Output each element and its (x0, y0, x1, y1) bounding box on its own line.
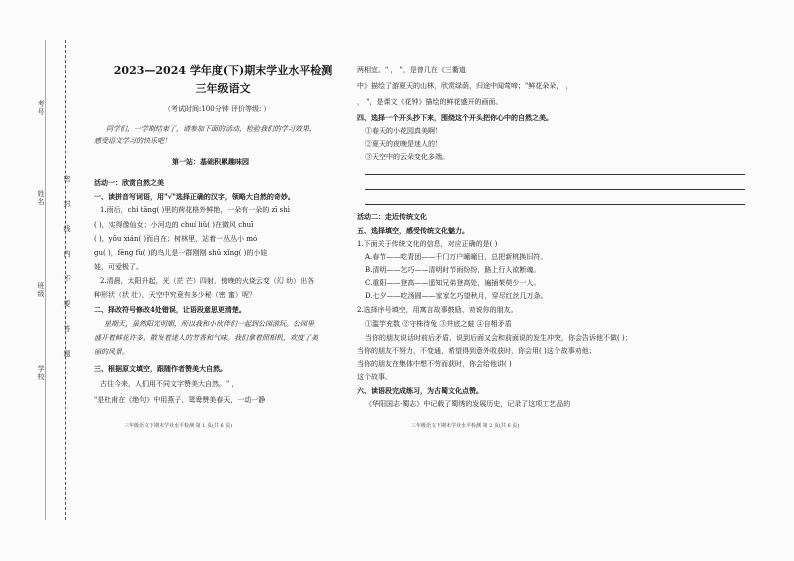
exam-title: 2023—2024 学年度(下)期末学业水平检测 (113, 64, 333, 77)
station-title: 第一站：基础积累趣味园 (172, 157, 249, 166)
q1-line: gu( )，fēng fù( )的鸟儿是一群刚刚 shū xǐng( )的小娃 (94, 249, 268, 257)
exam-meta: （考试时间:100分钟 评价等级: ） (164, 105, 271, 113)
exam-number-label: 考号 (37, 100, 45, 116)
seal-char: 题 (63, 350, 71, 358)
q5-2-text: 这个故事。 (357, 373, 392, 381)
q5-1: 1.下面关于传统文化的信息，对应正确的是( ) (357, 240, 498, 248)
activity-heading: 活动二：走近传统文化 (357, 212, 427, 221)
answer-line (365, 204, 745, 205)
activity-heading: 活动一：欣赏自然之美 (94, 178, 164, 187)
q5-2: 2.选择序号填空，用寓言故事鼓励、劝说你的朋友。 (357, 306, 518, 314)
q1-line: 1.雨后，chí tāng( )里的荷花格外鲜艳，一朵有一朵的 zī shì (100, 206, 290, 214)
answer-line (365, 189, 745, 190)
q5-option-c: C.重阳——登高——遥知兄弟登高处，遍插茱萸少一人。 (365, 279, 541, 287)
question-2-heading: 二、择改符号修改4处错误，让语段意思更清楚。 (94, 305, 246, 314)
q1-line: ( )，yǒu xián( )而自在；树林里，站着一丛丛小 mó (94, 235, 258, 243)
q5-2-text: 当你的朋友不努力，不变通，希望得到意外收获时，你会用( )这个故事劝他； (357, 347, 596, 355)
q5-option-a: A.春节——吃青团——千门万户曈曈日，总把新桃换旧符。 (365, 253, 548, 261)
seal-char: 封 (63, 200, 71, 208)
option-line: ①春天的小花园真美啊！ (365, 127, 442, 135)
school-label: 学校 (37, 365, 45, 381)
subject-title: 三年级语文 (195, 82, 251, 95)
question-4-heading: 四、选择一个开头抄下来，围绕这个开头把你心中的自然之美。 (357, 113, 553, 122)
fill-line: "是杜甫在《绝句》中用燕子、鸳鸯赞美春天，一动一静 (94, 396, 266, 404)
seal-char: 要 (63, 300, 71, 308)
question-1-heading: 一、读拼音写词语，用"√"选择正确的汉字，领略大自然的奇妙。 (94, 192, 295, 201)
fill-continued: 两相宜。" ， "，是曾几在《三衢道 (357, 66, 466, 74)
q5-option-b: B.清明——乞巧——清明时节雨纷纷，路上行人欲断魂。 (365, 266, 541, 274)
question-3-heading: 三、根据原文填空，跟随作者赞美大自然。 (94, 364, 227, 373)
passage-line: 星期天，虽然阳光明媚，所以我和小伙伴们一起到公园游玩。公园里 (104, 320, 314, 328)
binding-margin (0, 0, 92, 561)
fill-line: 古往今来，人们用不同文字赞美大自然。" ， (100, 380, 239, 388)
name-label: 姓名 (37, 190, 45, 206)
intro-line: 感受语文学习的快乐吧！ (94, 137, 171, 145)
answer-line (365, 174, 745, 175)
q6-text: 《华阳国志·蜀志》中记载了蜀绣的发展历史，记录了这项工艺品的 (365, 400, 571, 408)
q1-line: 娃，可爱极了。 (94, 263, 143, 271)
q1-line: 2.清晨，太阳升起，光（茫 芒）四射，傍晚的火烧云变（幻 幼）出各 (100, 277, 315, 285)
seal-char: 答 (63, 325, 71, 333)
question-5-heading: 五、选择填空，感受传统文化魅力。 (357, 226, 469, 235)
fill-continued: ， "，是课文《花钟》描绘的鲜花盛开的画面。 (357, 98, 503, 106)
fill-continued: 中》描绘了游夏天的山林，欣赏绿荫，归途中闻莺啼；"鲜花朵朵， ， (357, 82, 573, 90)
q5-2-text: 当你的朋友说话时前后矛盾，说到后面又会和前面说的发生冲突，你会告诉他不做( )； (365, 334, 632, 342)
seal-char: 不 (63, 275, 71, 283)
q5-2-text: 当你的朋友在集体中想不劳而获时，你会给他讲( ) (357, 360, 512, 368)
passage-line: 盛开着鲜花许多，散发着迷人的芳香和气味。我们拿着照相机，欢度了美 (94, 334, 318, 342)
q5-option-d: D.七夕——吃汤圆——家家乞巧望秋月，穿尽红丝几万条。 (365, 292, 548, 300)
q1-line: ( )，实得像仙女；小河边的 chuí liǔ( )在微风 chuī (94, 221, 254, 229)
page-footer: 三年级语文下期末学业水平检测 第 1 页(共 6 页) (124, 423, 233, 429)
page-footer: 三年级语文下期末学业水平检测 第 2 页(共 6 页) (411, 423, 520, 429)
fable-options: ①滥竽充数 ②守株待兔 ③井底之蛙 ④自相矛盾 (365, 320, 512, 328)
intro-line: 同学们，一学期结束了，请参加下面的活动，检验我们的学习效果， (106, 125, 316, 133)
question-6-heading: 六、读语段完成练习，为古蜀文化点赞。 (357, 386, 483, 395)
passage-line: 丽的风景。 (94, 348, 129, 356)
option-line: ②夏天的夜晚是迷人的！ (365, 140, 442, 148)
option-line: ③天空中的云朵变化多端。 (365, 153, 449, 161)
q1-line: 种形状（状 壮），天空中究竟有多少秘（密 蜜）呢？ (94, 291, 256, 299)
seal-char: 密 (63, 175, 71, 183)
class-label: 班级 (37, 282, 45, 298)
seal-char: 线 (63, 225, 71, 233)
seal-char: 内 (63, 250, 71, 258)
